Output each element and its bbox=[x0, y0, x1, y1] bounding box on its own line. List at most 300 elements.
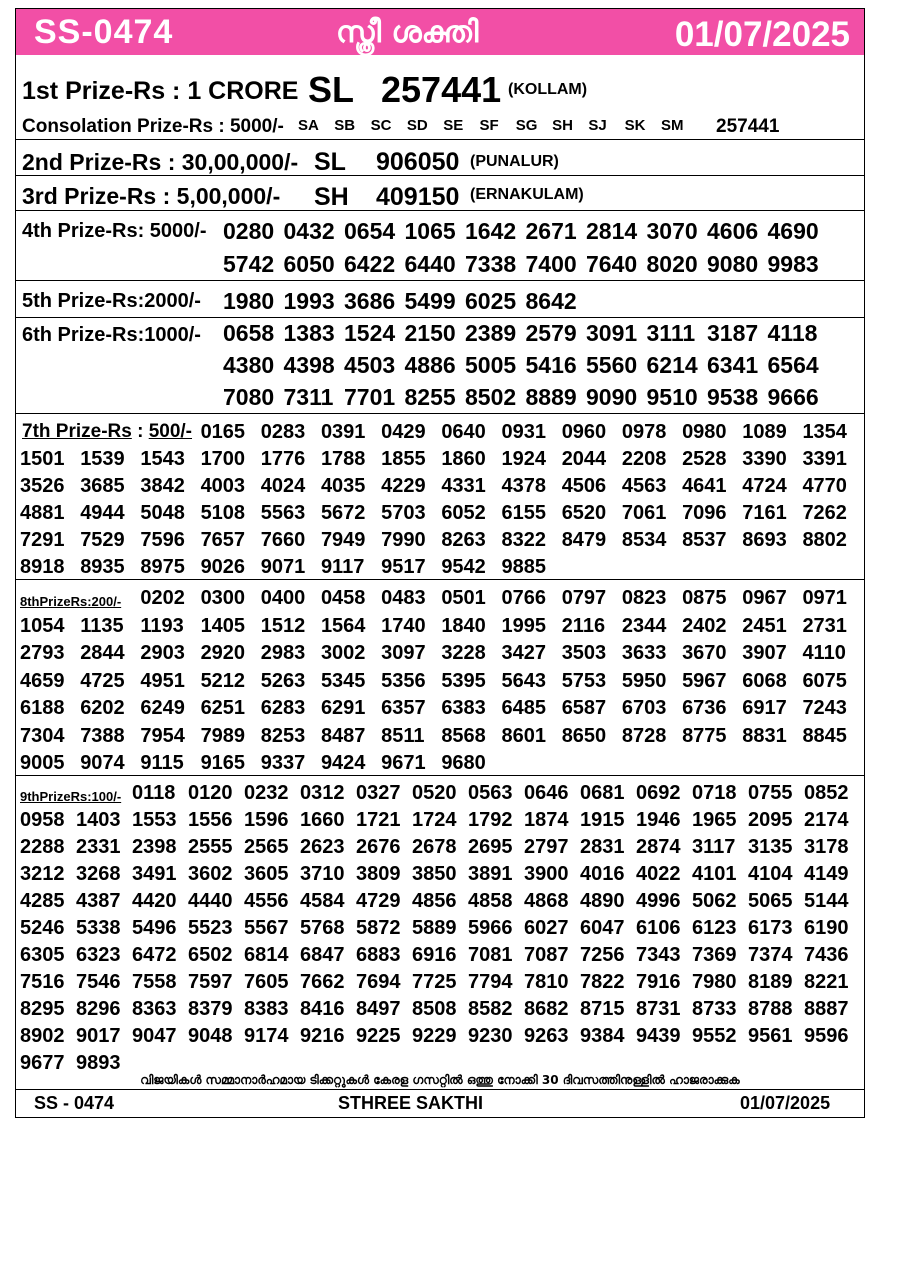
prize-number: 3097 bbox=[381, 642, 426, 664]
prize-number: 9117 bbox=[320, 556, 365, 578]
prize-number: 0971 bbox=[802, 587, 847, 609]
prize-number: 4690 bbox=[767, 218, 819, 244]
prize-number: 6520 bbox=[561, 502, 607, 524]
prize-number: 8831 bbox=[742, 724, 787, 747]
prize-number: 4881 bbox=[20, 502, 65, 524]
prize-number: 2095 bbox=[748, 809, 793, 831]
prize-number: 6106 bbox=[636, 917, 681, 939]
prize-number: 3391 bbox=[802, 448, 847, 470]
prize-number: 2676 bbox=[356, 836, 401, 858]
prize-number: 4387 bbox=[76, 890, 121, 912]
prize-number: 4149 bbox=[804, 863, 849, 885]
prize-number: 6502 bbox=[188, 944, 233, 966]
prize-number: 2695 bbox=[468, 836, 513, 858]
prize-number: 0681 bbox=[580, 782, 625, 804]
prize-number: 7694 bbox=[356, 971, 401, 993]
prize-number: 4503 bbox=[344, 352, 396, 378]
prize-number: 5356 bbox=[381, 669, 426, 692]
prize-number: 4951 bbox=[140, 669, 185, 692]
prize-number: 7949 bbox=[320, 529, 366, 551]
prize-number: 6564 bbox=[767, 352, 819, 378]
prize-number: 6075 bbox=[802, 669, 847, 692]
prize-number: 8802 bbox=[802, 529, 847, 551]
prize-number: 1946 bbox=[636, 809, 681, 831]
prize-number: 4101 bbox=[692, 863, 737, 885]
seventh-prize-label-amount: 500/- bbox=[148, 421, 193, 442]
prize-number: 5967 bbox=[682, 669, 727, 692]
prize-number: 8902 bbox=[20, 1025, 65, 1047]
prize-number: 3907 bbox=[742, 642, 787, 664]
prize-number: 4331 bbox=[441, 475, 486, 497]
prize-number: 5742 bbox=[223, 251, 275, 277]
prize-number: 1860 bbox=[441, 448, 486, 470]
consolation-series-code: SK bbox=[624, 117, 646, 134]
prize-number: 0202 bbox=[140, 587, 185, 609]
prize-number: 1840 bbox=[441, 614, 486, 637]
prize-number: 4996 bbox=[636, 890, 681, 912]
fourth-prize-numbers bbox=[223, 218, 828, 284]
consolation-series-code: SG bbox=[515, 117, 538, 134]
prize-number: 0120 bbox=[188, 782, 233, 804]
prize-number: 7529 bbox=[80, 529, 125, 551]
consolation-series-code: SB bbox=[334, 117, 356, 134]
prize-number: 6472 bbox=[132, 944, 177, 966]
prize-number: 8935 bbox=[80, 556, 125, 578]
grid-spacer bbox=[140, 421, 200, 448]
first-prize-series: SL bbox=[308, 69, 355, 110]
prize-number: 1405 bbox=[200, 614, 246, 637]
prize-number: 2150 bbox=[404, 320, 456, 346]
consolation-series-list bbox=[298, 117, 697, 134]
prize-number: 4003 bbox=[200, 475, 246, 497]
prize-number: 2983 bbox=[260, 642, 306, 664]
prize-number: 9165 bbox=[200, 752, 246, 774]
prize-number: 6214 bbox=[646, 352, 698, 378]
prize-number: 3891 bbox=[468, 863, 513, 885]
prize-number: 4110 bbox=[802, 642, 846, 664]
prize-number: 0165 bbox=[200, 421, 246, 443]
prize-number: 4606 bbox=[707, 218, 759, 244]
prize-number: 1383 bbox=[283, 320, 335, 346]
grid-spacer bbox=[20, 587, 80, 615]
grid-spacer bbox=[76, 782, 132, 809]
prize-number: 3228 bbox=[441, 642, 486, 664]
prize-number: 9510 bbox=[646, 384, 698, 410]
prize-number: 5005 bbox=[465, 352, 517, 378]
grid-spacer bbox=[80, 421, 140, 448]
prize-number: 2044 bbox=[561, 448, 607, 470]
prize-number: 1660 bbox=[300, 809, 345, 831]
prize-number: 8642 bbox=[525, 288, 577, 314]
prize-number: 8497 bbox=[356, 998, 401, 1020]
prize-number: 8975 bbox=[140, 556, 185, 578]
prize-number: 4729 bbox=[356, 890, 401, 912]
prize-number: 2623 bbox=[300, 836, 345, 858]
prize-number: 4398 bbox=[283, 352, 335, 378]
eighth-prize-numbers bbox=[20, 587, 863, 780]
prize-number: 6251 bbox=[200, 697, 246, 719]
prize-number: 3710 bbox=[300, 863, 345, 885]
prize-number: 2528 bbox=[682, 448, 727, 470]
prize-number: 7343 bbox=[636, 944, 681, 966]
prize-number: 6703 bbox=[621, 697, 667, 719]
prize-number: 9263 bbox=[524, 1025, 569, 1047]
prize-number: 5108 bbox=[200, 502, 246, 524]
prize-number: 7291 bbox=[20, 529, 65, 551]
prize-number: 7990 bbox=[381, 529, 426, 551]
prize-number: 7374 bbox=[748, 944, 793, 966]
prize-number: 6025 bbox=[465, 288, 517, 314]
prize-number: 7311 bbox=[283, 384, 334, 410]
prize-number: 6291 bbox=[320, 697, 366, 719]
prize-number: 8845 bbox=[802, 724, 847, 747]
prize-number: 0958 bbox=[20, 809, 65, 831]
prize-number: 0654 bbox=[344, 218, 396, 244]
prize-number: 4641 bbox=[682, 475, 727, 497]
prize-number: 1543 bbox=[140, 448, 185, 470]
prize-number: 2565 bbox=[244, 836, 289, 858]
third-prize-place: (ERNAKULAM) bbox=[470, 186, 584, 203]
prize-number: 9596 bbox=[804, 1025, 849, 1047]
prize-number: 1403 bbox=[76, 809, 121, 831]
prize-number: 2402 bbox=[682, 614, 727, 637]
prize-number: 8221 bbox=[804, 971, 849, 993]
prize-number: 1539 bbox=[80, 448, 125, 470]
ninth-prize-numbers bbox=[20, 782, 860, 1079]
prize-number: 7061 bbox=[621, 502, 667, 524]
prize-number: 9047 bbox=[132, 1025, 177, 1047]
prize-number: 6847 bbox=[300, 944, 345, 966]
prize-number: 5966 bbox=[468, 917, 513, 939]
prize-number: 4440 bbox=[188, 890, 233, 912]
prize-number: 5496 bbox=[132, 917, 177, 939]
prize-number: 6188 bbox=[20, 697, 65, 719]
prize-number: 2331 bbox=[76, 836, 121, 858]
prize-number: 4380 bbox=[223, 352, 275, 378]
prize-number: 0852 bbox=[804, 782, 849, 804]
seventh-prize-label-text: 7th Prize-Rs bbox=[22, 421, 132, 442]
prize-number: 2389 bbox=[465, 320, 517, 346]
prize-number: 7597 bbox=[188, 971, 233, 993]
prize-number: 3135 bbox=[748, 836, 793, 858]
prize-number: 8253 bbox=[260, 724, 306, 747]
prize-number: 5560 bbox=[586, 352, 638, 378]
prize-number: 9885 bbox=[501, 556, 546, 578]
prize-number: 1553 bbox=[132, 809, 177, 831]
prize-number: 0232 bbox=[244, 782, 289, 804]
prize-number: 2920 bbox=[200, 642, 246, 664]
prize-number: 9666 bbox=[767, 384, 819, 410]
prize-number: 8255 bbox=[404, 384, 456, 410]
prize-number: 1054 bbox=[20, 614, 65, 637]
prize-number: 5246 bbox=[20, 917, 65, 939]
prize-number: 8508 bbox=[412, 998, 457, 1020]
consolation-series-code: SE bbox=[443, 117, 464, 134]
prize-number: 2903 bbox=[140, 642, 185, 664]
prize-number: 6341 bbox=[707, 352, 759, 378]
sixth-prize-numbers bbox=[223, 320, 828, 416]
prize-number: 6485 bbox=[501, 697, 546, 719]
prize-number: 5416 bbox=[525, 352, 577, 378]
prize-number: 1855 bbox=[381, 448, 426, 470]
prize-number: 5672 bbox=[320, 502, 366, 524]
prize-number: 6736 bbox=[682, 697, 727, 719]
prize-number: 3491 bbox=[132, 863, 177, 885]
prize-number: 9230 bbox=[468, 1025, 513, 1047]
divider bbox=[16, 1089, 864, 1090]
prize-number: 1501 bbox=[20, 448, 65, 470]
claim-instruction-malayalam: വിജയികൾ സമ്മാനാർഹമായ ടിക്കറ്റുകൾ കേരള ഗസറ്റിൽ ഒത്തു നോക്കി 30 ദിവസത്തിനുള്ളിൽ ഹാജരാക്കുക bbox=[140, 1073, 740, 1087]
prize-number: 6052 bbox=[441, 502, 486, 524]
prize-number: 8568 bbox=[441, 724, 486, 747]
prize-number: 3111 bbox=[646, 320, 696, 346]
prize-number: 3002 bbox=[320, 642, 366, 664]
prize-number: 0312 bbox=[300, 782, 345, 804]
prize-number: 4378 bbox=[501, 475, 546, 497]
prize-number: 0300 bbox=[200, 587, 246, 609]
prize-number: 8775 bbox=[682, 724, 727, 747]
prize-number: 8731 bbox=[636, 998, 681, 1020]
prize-number: 6440 bbox=[404, 251, 456, 277]
first-prize-label: 1st Prize-Rs : 1 CRORE bbox=[22, 77, 299, 105]
prize-number: 4016 bbox=[580, 863, 625, 885]
prize-number: 1512 bbox=[260, 614, 306, 637]
prize-number: 8263 bbox=[441, 529, 486, 551]
prize-number: 9671 bbox=[381, 752, 426, 774]
prize-number: 0967 bbox=[742, 587, 787, 609]
prize-number: 1792 bbox=[468, 809, 513, 831]
prize-number: 6814 bbox=[244, 944, 289, 966]
prize-number: 5523 bbox=[188, 917, 233, 939]
prize-number: 3685 bbox=[80, 475, 125, 497]
prize-number: 7657 bbox=[200, 529, 246, 551]
prize-number: 8363 bbox=[132, 998, 177, 1020]
footer-code: SS - 0474 bbox=[34, 1093, 115, 1113]
prize-number: 3212 bbox=[20, 863, 65, 885]
prize-number: 3850 bbox=[412, 863, 457, 885]
fifth-prize-label: 5th Prize-Rs:2000/- bbox=[22, 290, 201, 312]
prize-number: 4868 bbox=[524, 890, 569, 912]
first-prize-place: (KOLLAM) bbox=[508, 81, 588, 98]
prize-number: 1915 bbox=[580, 809, 625, 831]
prize-number: 1995 bbox=[501, 614, 546, 637]
second-prize-number: 906050 bbox=[376, 148, 460, 176]
prize-number: 7980 bbox=[692, 971, 737, 993]
prize-number: 5889 bbox=[412, 917, 457, 939]
prize-number: 7810 bbox=[524, 971, 569, 993]
first-prize-number: 257441 bbox=[381, 69, 502, 110]
prize-number: 7660 bbox=[260, 529, 306, 551]
prize-number: 0432 bbox=[283, 218, 335, 244]
prize-number: 9424 bbox=[320, 752, 366, 774]
prize-number: 1564 bbox=[320, 614, 366, 637]
prize-number: 0823 bbox=[621, 587, 667, 609]
prize-number: 7161 bbox=[742, 502, 787, 524]
grid-spacer bbox=[80, 587, 140, 615]
prize-number: 4725 bbox=[80, 669, 125, 692]
prize-number: 6249 bbox=[140, 697, 185, 719]
prize-number: 1596 bbox=[244, 809, 289, 831]
prize-number: 2831 bbox=[580, 836, 625, 858]
prize-number: 8479 bbox=[561, 529, 607, 551]
prize-number: 4118 bbox=[767, 320, 818, 346]
prize-number: 0980 bbox=[682, 421, 727, 443]
prize-number: 4035 bbox=[320, 475, 366, 497]
prize-number: 8537 bbox=[682, 529, 727, 551]
prize-number: 3268 bbox=[76, 863, 121, 885]
prize-number: 4104 bbox=[748, 863, 793, 885]
prize-number: 8682 bbox=[524, 998, 569, 1020]
prize-number: 6190 bbox=[804, 917, 849, 939]
prize-number: 0960 bbox=[561, 421, 607, 443]
prize-number: 9542 bbox=[441, 556, 486, 578]
prize-number: 4584 bbox=[300, 890, 345, 912]
prize-number: 6068 bbox=[742, 669, 787, 692]
prize-number: 8728 bbox=[621, 724, 667, 747]
seventh-prize-numbers bbox=[20, 421, 863, 583]
prize-number: 7822 bbox=[580, 971, 625, 993]
prize-number: 9561 bbox=[748, 1025, 793, 1047]
prize-number: 6883 bbox=[356, 944, 401, 966]
prize-number: 8889 bbox=[525, 384, 577, 410]
prize-number: 0391 bbox=[320, 421, 366, 443]
prize-number: 3526 bbox=[20, 475, 65, 497]
second-prize-series: SL bbox=[314, 148, 346, 176]
prize-number: 8416 bbox=[300, 998, 345, 1020]
prize-number: 0501 bbox=[441, 587, 486, 609]
prize-number: 8918 bbox=[20, 556, 65, 578]
prize-number: 6323 bbox=[76, 944, 121, 966]
prize-number: 1642 bbox=[465, 218, 517, 244]
prize-number: 4890 bbox=[580, 890, 625, 912]
prize-number: 0692 bbox=[636, 782, 681, 804]
prize-number: 5212 bbox=[200, 669, 246, 692]
prize-number: 5643 bbox=[501, 669, 546, 692]
prize-number: 9384 bbox=[580, 1025, 625, 1047]
prize-number: 3670 bbox=[682, 642, 727, 664]
prize-number: 7558 bbox=[132, 971, 177, 993]
prize-number: 2208 bbox=[621, 448, 667, 470]
consolation-label: Consolation Prize-Rs : 5000/- bbox=[22, 116, 284, 137]
second-prize-label: 2nd Prize-Rs : 30,00,000/- bbox=[22, 149, 299, 175]
footer-date: 01/07/2025 bbox=[740, 1093, 831, 1113]
prize-number: 3605 bbox=[244, 863, 289, 885]
prize-number: 3178 bbox=[804, 836, 849, 858]
prize-number: 9893 bbox=[76, 1052, 121, 1074]
prize-number: 1965 bbox=[692, 809, 737, 831]
prize-number: 7400 bbox=[525, 251, 577, 277]
divider bbox=[16, 210, 864, 211]
fourth-prize-label: 4th Prize-Rs: 5000/- bbox=[22, 220, 207, 242]
prize-number: 9026 bbox=[200, 556, 246, 578]
prize-number: 9174 bbox=[244, 1025, 289, 1047]
prize-number: 6917 bbox=[742, 697, 787, 719]
prize-number: 8379 bbox=[188, 998, 233, 1020]
prize-number: 6383 bbox=[441, 697, 486, 719]
sixth-prize-label: 6th Prize-Rs:1000/- bbox=[22, 324, 201, 346]
prize-number: 4563 bbox=[621, 475, 667, 497]
consolation-series-code: SA bbox=[298, 117, 319, 134]
prize-number: 1135 bbox=[80, 614, 124, 637]
prize-number: 3070 bbox=[646, 218, 698, 244]
prize-number: 3809 bbox=[356, 863, 401, 885]
prize-number: 4858 bbox=[468, 890, 513, 912]
prize-number: 3390 bbox=[742, 448, 787, 470]
prize-number: 2793 bbox=[20, 642, 65, 664]
prize-number: 5263 bbox=[260, 669, 306, 692]
prize-number: 5144 bbox=[804, 890, 849, 912]
prize-number: 1700 bbox=[200, 448, 246, 470]
divider bbox=[16, 280, 864, 281]
prize-number: 9225 bbox=[356, 1025, 401, 1047]
prize-number: 0646 bbox=[524, 782, 569, 804]
prize-number: 7605 bbox=[244, 971, 289, 993]
prize-number: 7794 bbox=[468, 971, 513, 993]
prize-number: 7596 bbox=[140, 529, 185, 551]
prize-number: 3842 bbox=[140, 475, 185, 497]
prize-number: 4724 bbox=[742, 475, 787, 497]
prize-number: 9517 bbox=[381, 556, 426, 578]
prize-number: 1354 bbox=[802, 421, 847, 443]
prize-number: 0640 bbox=[441, 421, 486, 443]
prize-number: 0931 bbox=[501, 421, 546, 443]
prize-number: 0766 bbox=[501, 587, 546, 609]
prize-number: 0429 bbox=[381, 421, 426, 443]
prize-number: 1776 bbox=[260, 448, 306, 470]
third-prize-label: 3rd Prize-Rs : 5,00,000/- bbox=[22, 183, 281, 209]
prize-number: 7256 bbox=[580, 944, 625, 966]
second-prize-place: (PUNALUR) bbox=[470, 153, 559, 170]
prize-number: 4659 bbox=[20, 669, 65, 692]
prize-number: 5753 bbox=[561, 669, 607, 692]
prize-number: 9439 bbox=[636, 1025, 681, 1047]
prize-number: 2731 bbox=[802, 614, 847, 637]
prize-number: 5563 bbox=[260, 502, 306, 524]
prize-number: 7516 bbox=[20, 971, 65, 993]
prize-number: 0400 bbox=[260, 587, 306, 609]
prize-number: 5499 bbox=[404, 288, 456, 314]
prize-number: 9005 bbox=[20, 752, 65, 774]
prize-number: 8534 bbox=[621, 529, 667, 551]
prize-number: 2814 bbox=[586, 218, 638, 244]
prize-number: 9048 bbox=[188, 1025, 233, 1047]
prize-number: 4944 bbox=[80, 502, 125, 524]
prize-number: 7338 bbox=[465, 251, 517, 277]
prize-number: 2874 bbox=[636, 836, 681, 858]
prize-number: 7087 bbox=[524, 944, 569, 966]
divider bbox=[16, 175, 864, 176]
prize-number: 8296 bbox=[76, 998, 121, 1020]
divider bbox=[16, 317, 864, 318]
consolation-series-code: SC bbox=[370, 117, 392, 134]
prize-number: 9538 bbox=[707, 384, 759, 410]
prize-number: 8693 bbox=[742, 529, 787, 551]
prize-number: 7916 bbox=[636, 971, 681, 993]
prize-number: 8189 bbox=[748, 971, 793, 993]
prize-number: 5950 bbox=[621, 669, 667, 692]
prize-number: 7243 bbox=[802, 697, 847, 719]
prize-number: 1788 bbox=[320, 448, 366, 470]
prize-number: 9017 bbox=[76, 1025, 121, 1047]
consolation-series-code: SF bbox=[479, 117, 499, 134]
prize-number: 0658 bbox=[223, 320, 275, 346]
prize-number: 4285 bbox=[20, 890, 65, 912]
prize-number: 7436 bbox=[804, 944, 849, 966]
prize-number: 2844 bbox=[80, 642, 125, 664]
prize-number: 7369 bbox=[692, 944, 737, 966]
prize-number: 1980 bbox=[223, 288, 275, 314]
prize-number: 7989 bbox=[200, 724, 246, 747]
